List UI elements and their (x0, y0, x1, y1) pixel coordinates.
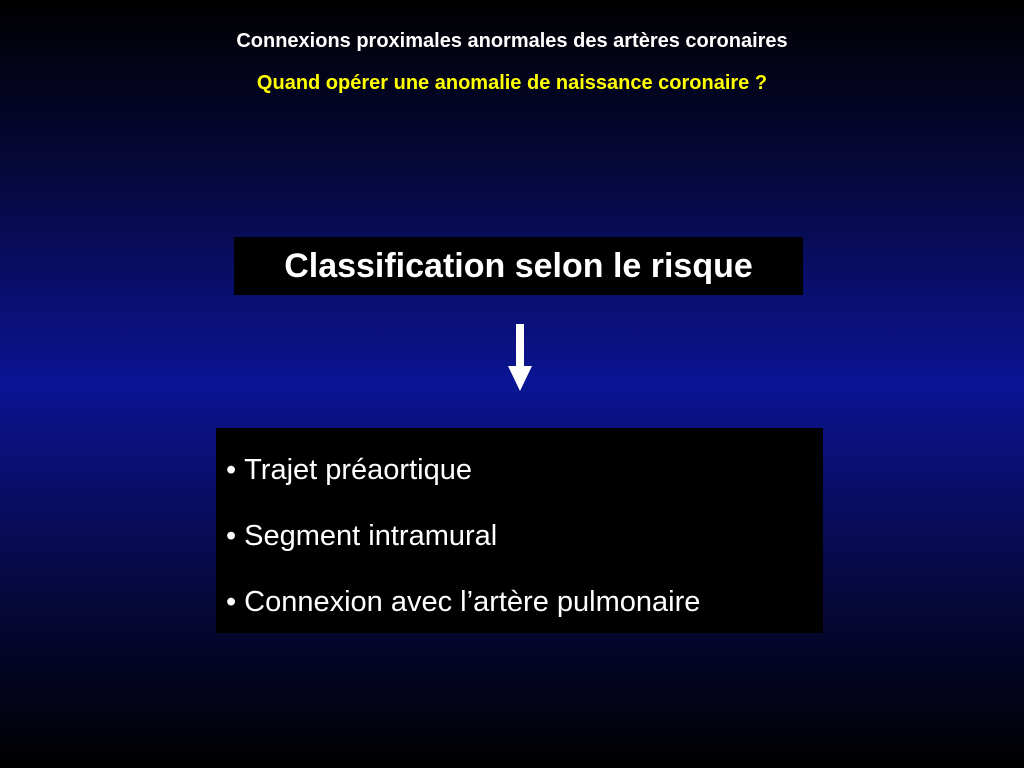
slide-subtitle: Quand opérer une anomalie de naissance coronaire ? (256, 72, 768, 94)
list-item (226, 520, 497, 553)
list-item-text: Connexion avec l’artère pulmonaire (244, 586, 701, 618)
list-item-text: Trajet préaortique (244, 454, 472, 486)
risk-list-box (216, 428, 823, 633)
slide-title: Connexions proximales anormales des artères coronaires (236, 30, 788, 52)
list-item (226, 454, 472, 487)
classification-heading-box (234, 237, 803, 295)
bullet-icon: • (226, 586, 237, 618)
classification-heading: Classification selon le risque (284, 246, 753, 285)
bullet-icon: • (226, 454, 237, 486)
bullet-icon: • (226, 520, 237, 552)
list-item-text: Segment intramural (244, 520, 498, 552)
list-item (226, 586, 700, 619)
down-arrow-icon (500, 324, 540, 394)
